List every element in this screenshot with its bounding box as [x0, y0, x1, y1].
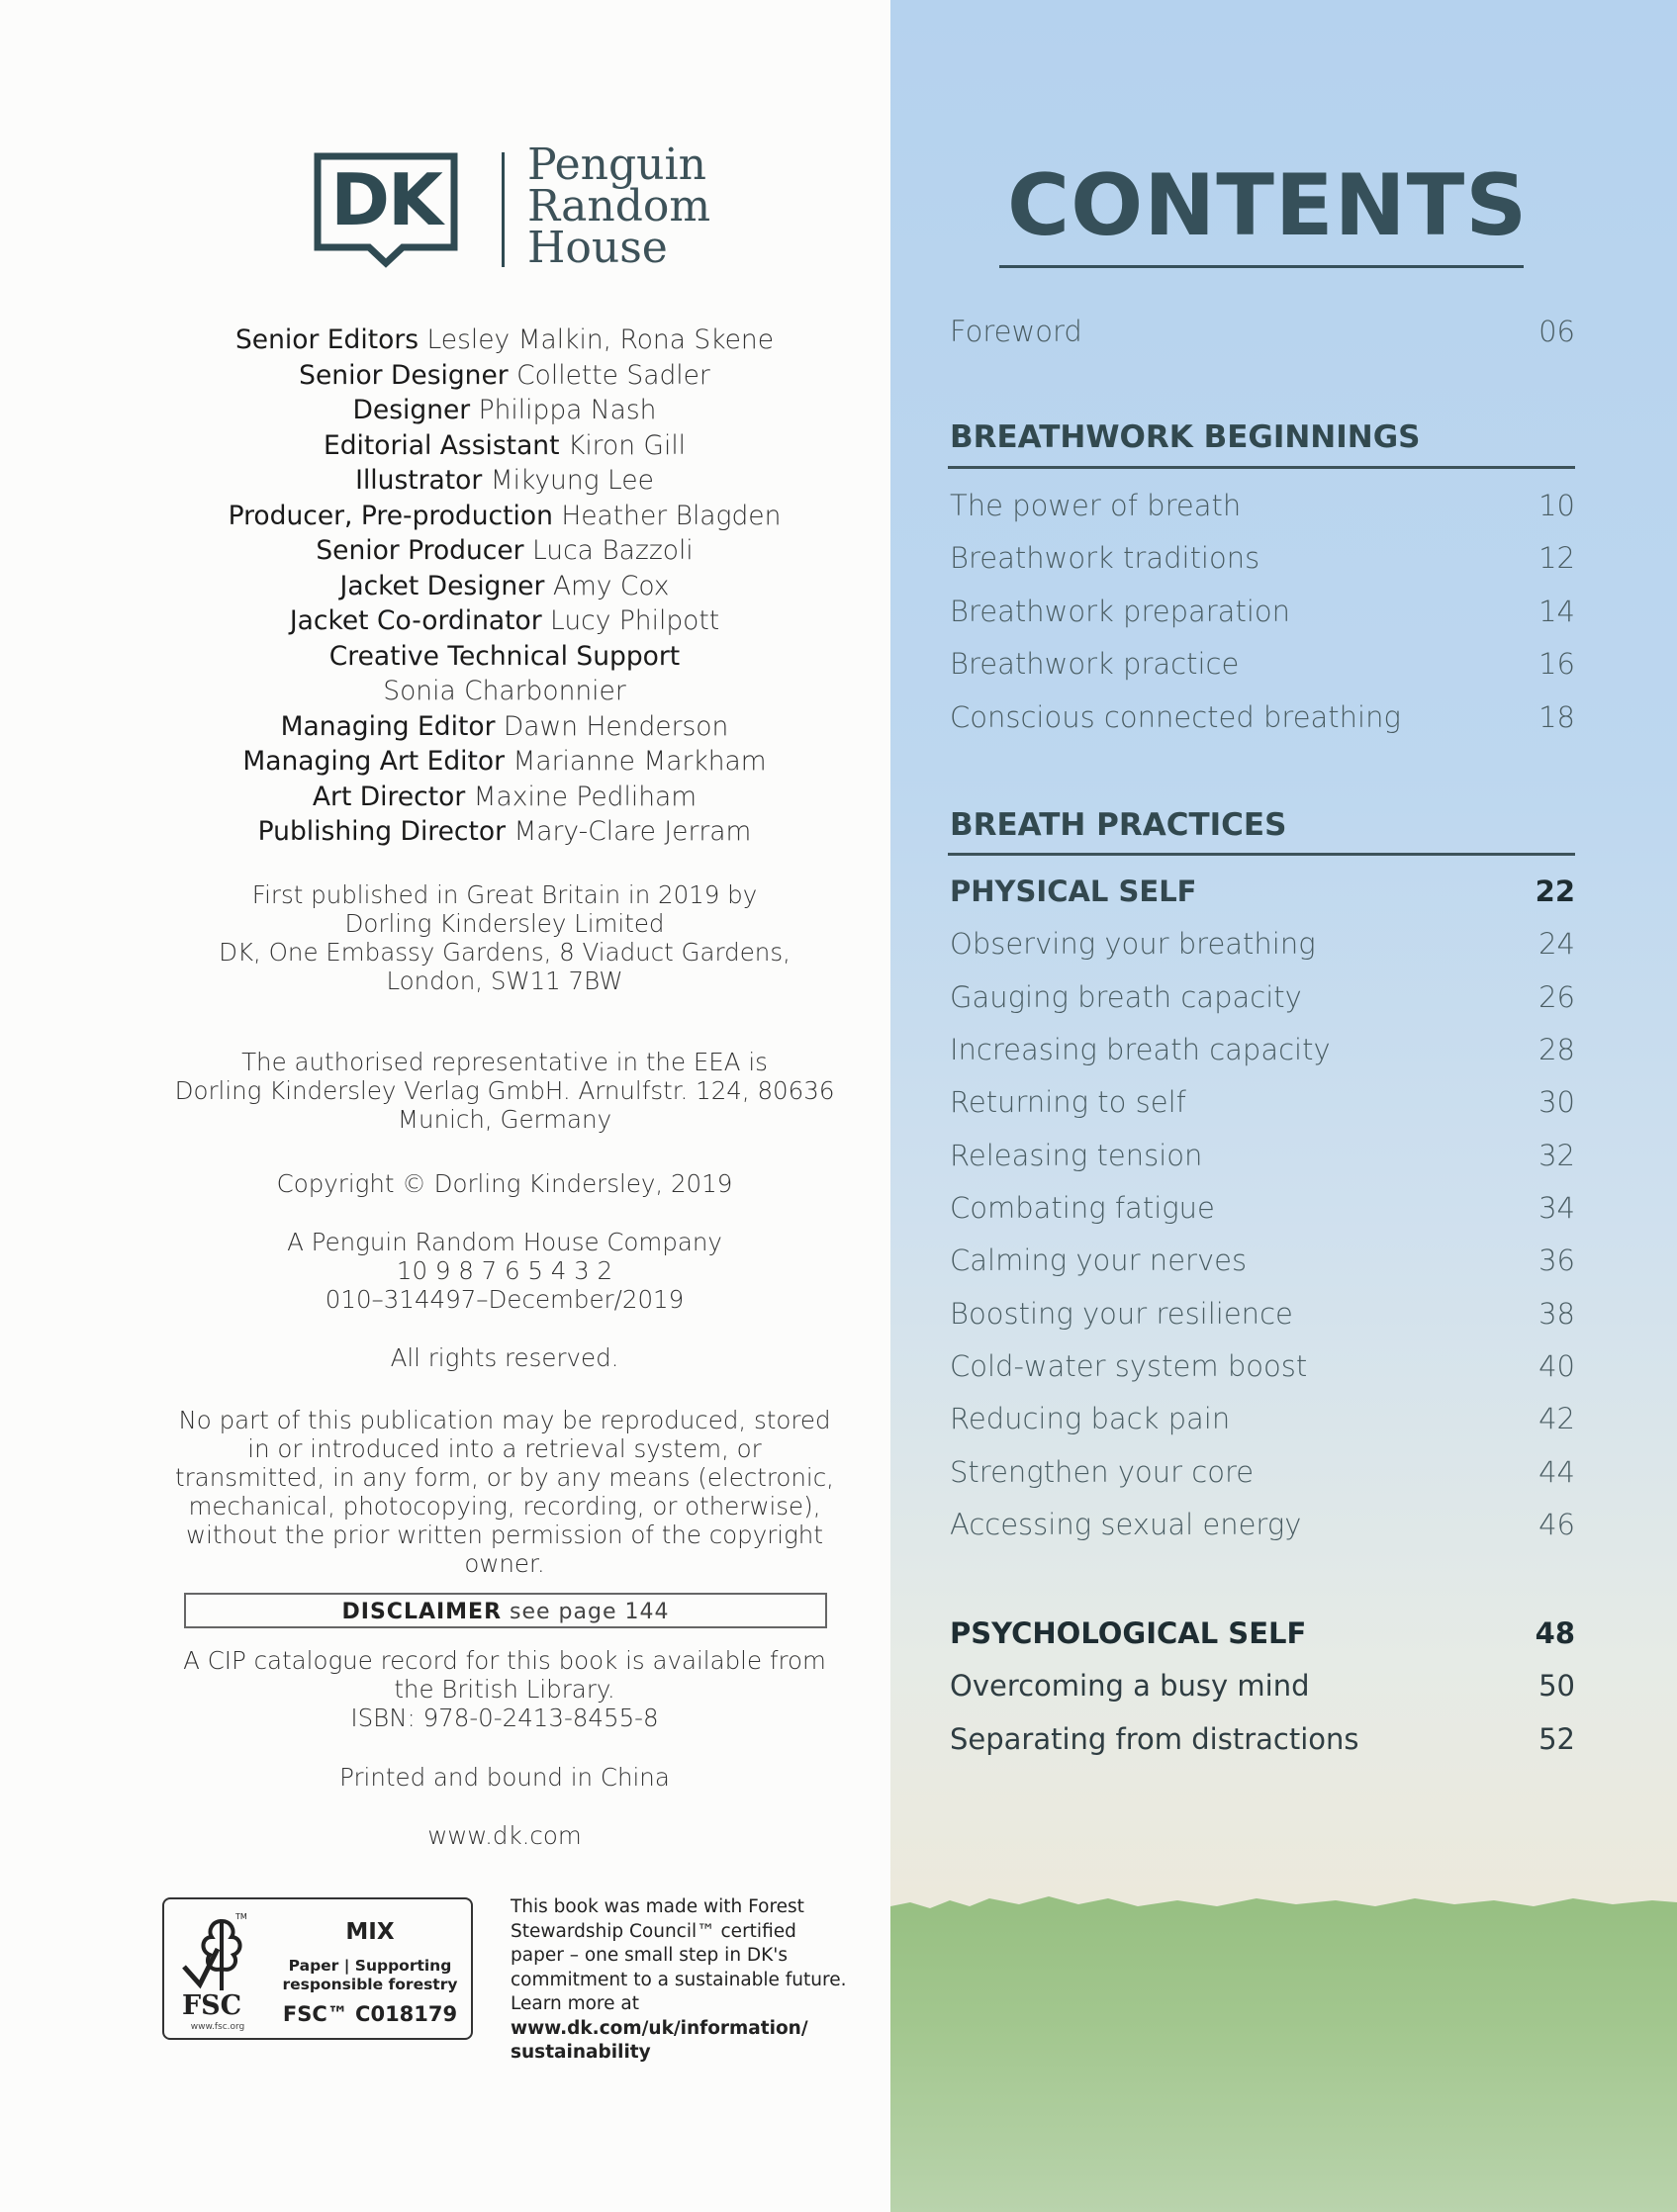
- toc-entry[interactable]: [950, 595, 1575, 634]
- text-line: Learn more at: [511, 1993, 639, 2014]
- toc-entry-label: Separating from distractions: [950, 1722, 1359, 1756]
- text-line: without the prior written permission of the copyright: [186, 1521, 823, 1549]
- logo-divider: [502, 152, 505, 267]
- copyright: Copyright © Dorling Kindersley, 2019: [276, 1169, 733, 1198]
- text-line: ISBN: 978-0-2413-8455-8: [350, 1704, 659, 1732]
- toc-entry[interactable]: [950, 980, 1575, 1020]
- toc-entry[interactable]: [950, 1297, 1575, 1336]
- dk-penguin-random-house-logo: [312, 139, 727, 279]
- toc-entry-page: 44: [1538, 1455, 1575, 1489]
- toc-entry-page: 18: [1538, 700, 1575, 734]
- toc-entry[interactable]: [950, 1349, 1575, 1389]
- disclaimer-box: [184, 1593, 827, 1628]
- toc-entry-label: Conscious connected breathing: [950, 700, 1401, 734]
- toc-entry[interactable]: [950, 1669, 1575, 1708]
- contents-title: CONTENTS: [1007, 156, 1529, 255]
- credits-list: [129, 323, 881, 850]
- toc-entry-label: Foreword: [950, 315, 1082, 348]
- toc-entry-label: PSYCHOLOGICAL SELF: [950, 1616, 1307, 1650]
- text-line: First published in Great Britain in 2019 by: [251, 880, 758, 909]
- credit-row: Senior Designer Collette Sadler: [299, 359, 710, 391]
- text-line: The authorised representative in the EEA is: [241, 1048, 768, 1076]
- text-line: 010–314497–December/2019: [325, 1285, 685, 1314]
- toc-entry-page: 52: [1538, 1722, 1575, 1756]
- toc-entry-label: Returning to self: [950, 1085, 1186, 1119]
- toc-entry-label: Reducing back pain: [950, 1402, 1231, 1435]
- website-link[interactable]: www.dk.com: [427, 1821, 582, 1850]
- sustainability-note: [511, 1895, 867, 2066]
- credit-row: Creative Technical Support: [328, 640, 681, 672]
- publisher-line: Random: [527, 181, 711, 231]
- text-line: Stewardship Council™ certified: [511, 1920, 796, 1942]
- toc-entry-label: Gauging breath capacity: [950, 980, 1302, 1014]
- toc-entry[interactable]: [950, 1402, 1575, 1441]
- credit-row: Publishing Director Mary-Clare Jerram: [257, 816, 752, 847]
- text-line: London, SW11 7BW: [386, 967, 623, 995]
- toc-subsection-heading[interactable]: [950, 1616, 1575, 1656]
- toc-entry[interactable]: [950, 1085, 1575, 1125]
- toc-entry-page: 50: [1538, 1669, 1575, 1703]
- toc-entry-page: 06: [1538, 315, 1575, 348]
- text-line: 10 9 8 7 6 5 4 3 2: [396, 1256, 613, 1285]
- text-line: owner.: [464, 1549, 545, 1578]
- disclaimer-text: see page 144: [510, 1600, 670, 1624]
- toc-entry-page: 12: [1538, 541, 1575, 575]
- text-line: No part of this publication may be reproduced, stored: [178, 1406, 831, 1434]
- toc-entry-page: 38: [1538, 1297, 1575, 1331]
- toc-entry-page: 40: [1538, 1349, 1575, 1383]
- dk-logo-text: DK: [330, 158, 441, 241]
- rights-reserved: All rights reserved.: [390, 1343, 619, 1372]
- fsc-label: [162, 1897, 473, 2040]
- toc-entry-label: Strengthen your core: [950, 1455, 1255, 1489]
- toc-entry-page: 46: [1538, 1508, 1575, 1541]
- toc-entry[interactable]: [950, 647, 1575, 687]
- text-line: transmitted, in any form, or by any means (electronic,: [175, 1463, 834, 1492]
- text-line: paper – one small step in DK's: [511, 1945, 789, 1966]
- eea-representative: [129, 1048, 881, 1134]
- publisher-line: Penguin: [527, 139, 706, 190]
- toc-entry-label: Overcoming a busy mind: [950, 1669, 1310, 1703]
- text-line: A CIP catalogue record for this book is available from: [183, 1646, 826, 1675]
- publisher-wordmark: [527, 139, 711, 273]
- fsc-site: www.fsc.org: [190, 2022, 245, 2032]
- credit-row: Managing Art Editor Marianne Markham: [242, 746, 767, 777]
- toc-entry-label: Combating fatigue: [950, 1191, 1215, 1225]
- toc-entry[interactable]: [950, 1139, 1575, 1178]
- text-line: Paper | Supporting: [288, 1957, 452, 1975]
- cip-record: [129, 1646, 881, 1732]
- fsc-code: FSC™ C018179: [282, 2002, 458, 2026]
- toc-entry-label: PHYSICAL SELF: [950, 875, 1197, 908]
- toc-entry-label: Observing your breathing: [950, 927, 1316, 961]
- fsc-tree-check-icon: [178, 1907, 265, 2030]
- text-line: responsible forestry: [282, 1976, 458, 1993]
- text-line: commitment to a sustainable future.: [511, 1969, 847, 1990]
- section-heading: BREATHWORK BEGINNINGS: [950, 419, 1421, 455]
- publisher-line: House: [527, 223, 668, 273]
- toc-entry[interactable]: [950, 700, 1575, 740]
- sustainability-link[interactable]: sustainability: [511, 2042, 651, 2063]
- title-underline: [999, 265, 1524, 268]
- toc-entry[interactable]: [950, 541, 1575, 581]
- credit-row: Art Director Maxine Pedliham: [312, 781, 698, 812]
- credit-row: Producer, Pre-production Heather Blagden: [228, 500, 782, 531]
- toc-entry-page: 10: [1538, 489, 1575, 522]
- credit-row: Jacket Designer Amy Cox: [339, 570, 670, 601]
- text-line: This book was made with Forest: [511, 1896, 804, 1917]
- toc-entry-page: 22: [1535, 875, 1575, 908]
- toc-entry-label: Releasing tension: [950, 1139, 1203, 1172]
- text-line: mechanical, photocopying, recording, or otherwise),: [188, 1492, 821, 1521]
- credit-row: Senior Producer Luca Bazzoli: [316, 535, 694, 566]
- toc-entry[interactable]: [950, 1722, 1575, 1762]
- company-info: [129, 1228, 881, 1314]
- sustainability-link[interactable]: www.dk.com/uk/information/: [511, 2017, 808, 2039]
- credit-row: Illustrator Mikyung Lee: [355, 465, 654, 496]
- printed-in: Printed and bound in China: [339, 1763, 670, 1792]
- credit-row: Senior Editors Lesley Malkin, Rona Skene: [234, 324, 775, 355]
- toc-entry-label: Boosting your resilience: [950, 1297, 1293, 1331]
- text-line: in or introduced into a retrieval system, or: [247, 1434, 762, 1463]
- toc-entry[interactable]: [950, 1508, 1575, 1547]
- toc-entry-label: Breathwork preparation: [950, 595, 1290, 628]
- toc-entry-label: Calming your nerves: [950, 1244, 1248, 1277]
- grass-field: [890, 1909, 1677, 2212]
- toc-entry[interactable]: [950, 315, 1575, 354]
- credit-row: Managing Editor Dawn Henderson: [280, 710, 729, 742]
- svg-text:FSC: FSC: [182, 1990, 242, 2021]
- toc-entry-label: Increasing breath capacity: [950, 1033, 1331, 1066]
- toc-entry[interactable]: [950, 927, 1575, 967]
- section-heading: BREATH PRACTICES: [950, 807, 1287, 843]
- text-line: the British Library.: [394, 1675, 615, 1704]
- text-line: Dorling Kindersley Limited: [344, 909, 665, 938]
- toc-entry-label: Cold-water system boost: [950, 1349, 1308, 1383]
- first-published: [129, 880, 881, 995]
- toc-entry-label: The power of breath: [950, 489, 1242, 522]
- text-line: Munich, Germany: [397, 1105, 612, 1134]
- toc-entry[interactable]: [950, 1455, 1575, 1495]
- fsc-mix: MIX: [345, 1919, 395, 1945]
- toc-entry-page: 30: [1538, 1085, 1575, 1119]
- credit-row: Sonia Charbonnier: [383, 676, 626, 706]
- toc-entry[interactable]: [950, 1033, 1575, 1072]
- toc-entry-page: 42: [1538, 1402, 1575, 1435]
- section-rule: [948, 466, 1575, 469]
- toc-entry-page: 28: [1538, 1033, 1575, 1066]
- legal-notice: [129, 1406, 881, 1578]
- toc-entry[interactable]: [950, 1244, 1575, 1283]
- toc-entry-page: 24: [1538, 927, 1575, 961]
- disclaimer-label: DISCLAIMER: [341, 1600, 503, 1624]
- text-line: A Penguin Random House Company: [287, 1228, 722, 1256]
- toc-entry-page: 32: [1538, 1139, 1575, 1172]
- toc-entry-page: 48: [1535, 1616, 1575, 1650]
- toc-entry-page: 16: [1538, 647, 1575, 681]
- toc-entry[interactable]: [950, 489, 1575, 528]
- section-rule: [948, 853, 1575, 856]
- fsc-description: [281, 1957, 459, 1994]
- text-line: Dorling Kindersley Verlag GmbH. Arnulfstr. 124, 80636: [174, 1076, 835, 1105]
- credit-row: Designer Philippa Nash: [352, 395, 657, 425]
- toc-entry-page: 26: [1538, 980, 1575, 1014]
- credit-row: Editorial Assistant Kiron Gill: [323, 429, 687, 461]
- toc-entry-page: 36: [1538, 1244, 1575, 1277]
- toc-entry-label: Accessing sexual energy: [950, 1508, 1302, 1541]
- toc-entry[interactable]: [950, 1191, 1575, 1231]
- text-line: DK, One Embassy Gardens, 8 Viaduct Gardens,: [219, 938, 791, 967]
- toc-subsection-heading[interactable]: [950, 875, 1575, 914]
- toc-entry-label: Breathwork practice: [950, 647, 1240, 681]
- toc-entry-page: 14: [1538, 595, 1575, 628]
- credit-row: Jacket Co-ordinator Lucy Philpott: [289, 605, 720, 636]
- toc-entry-page: 34: [1538, 1191, 1575, 1225]
- toc-entry-label: Breathwork traditions: [950, 541, 1260, 575]
- svg-text:TM: TM: [235, 1912, 247, 1921]
